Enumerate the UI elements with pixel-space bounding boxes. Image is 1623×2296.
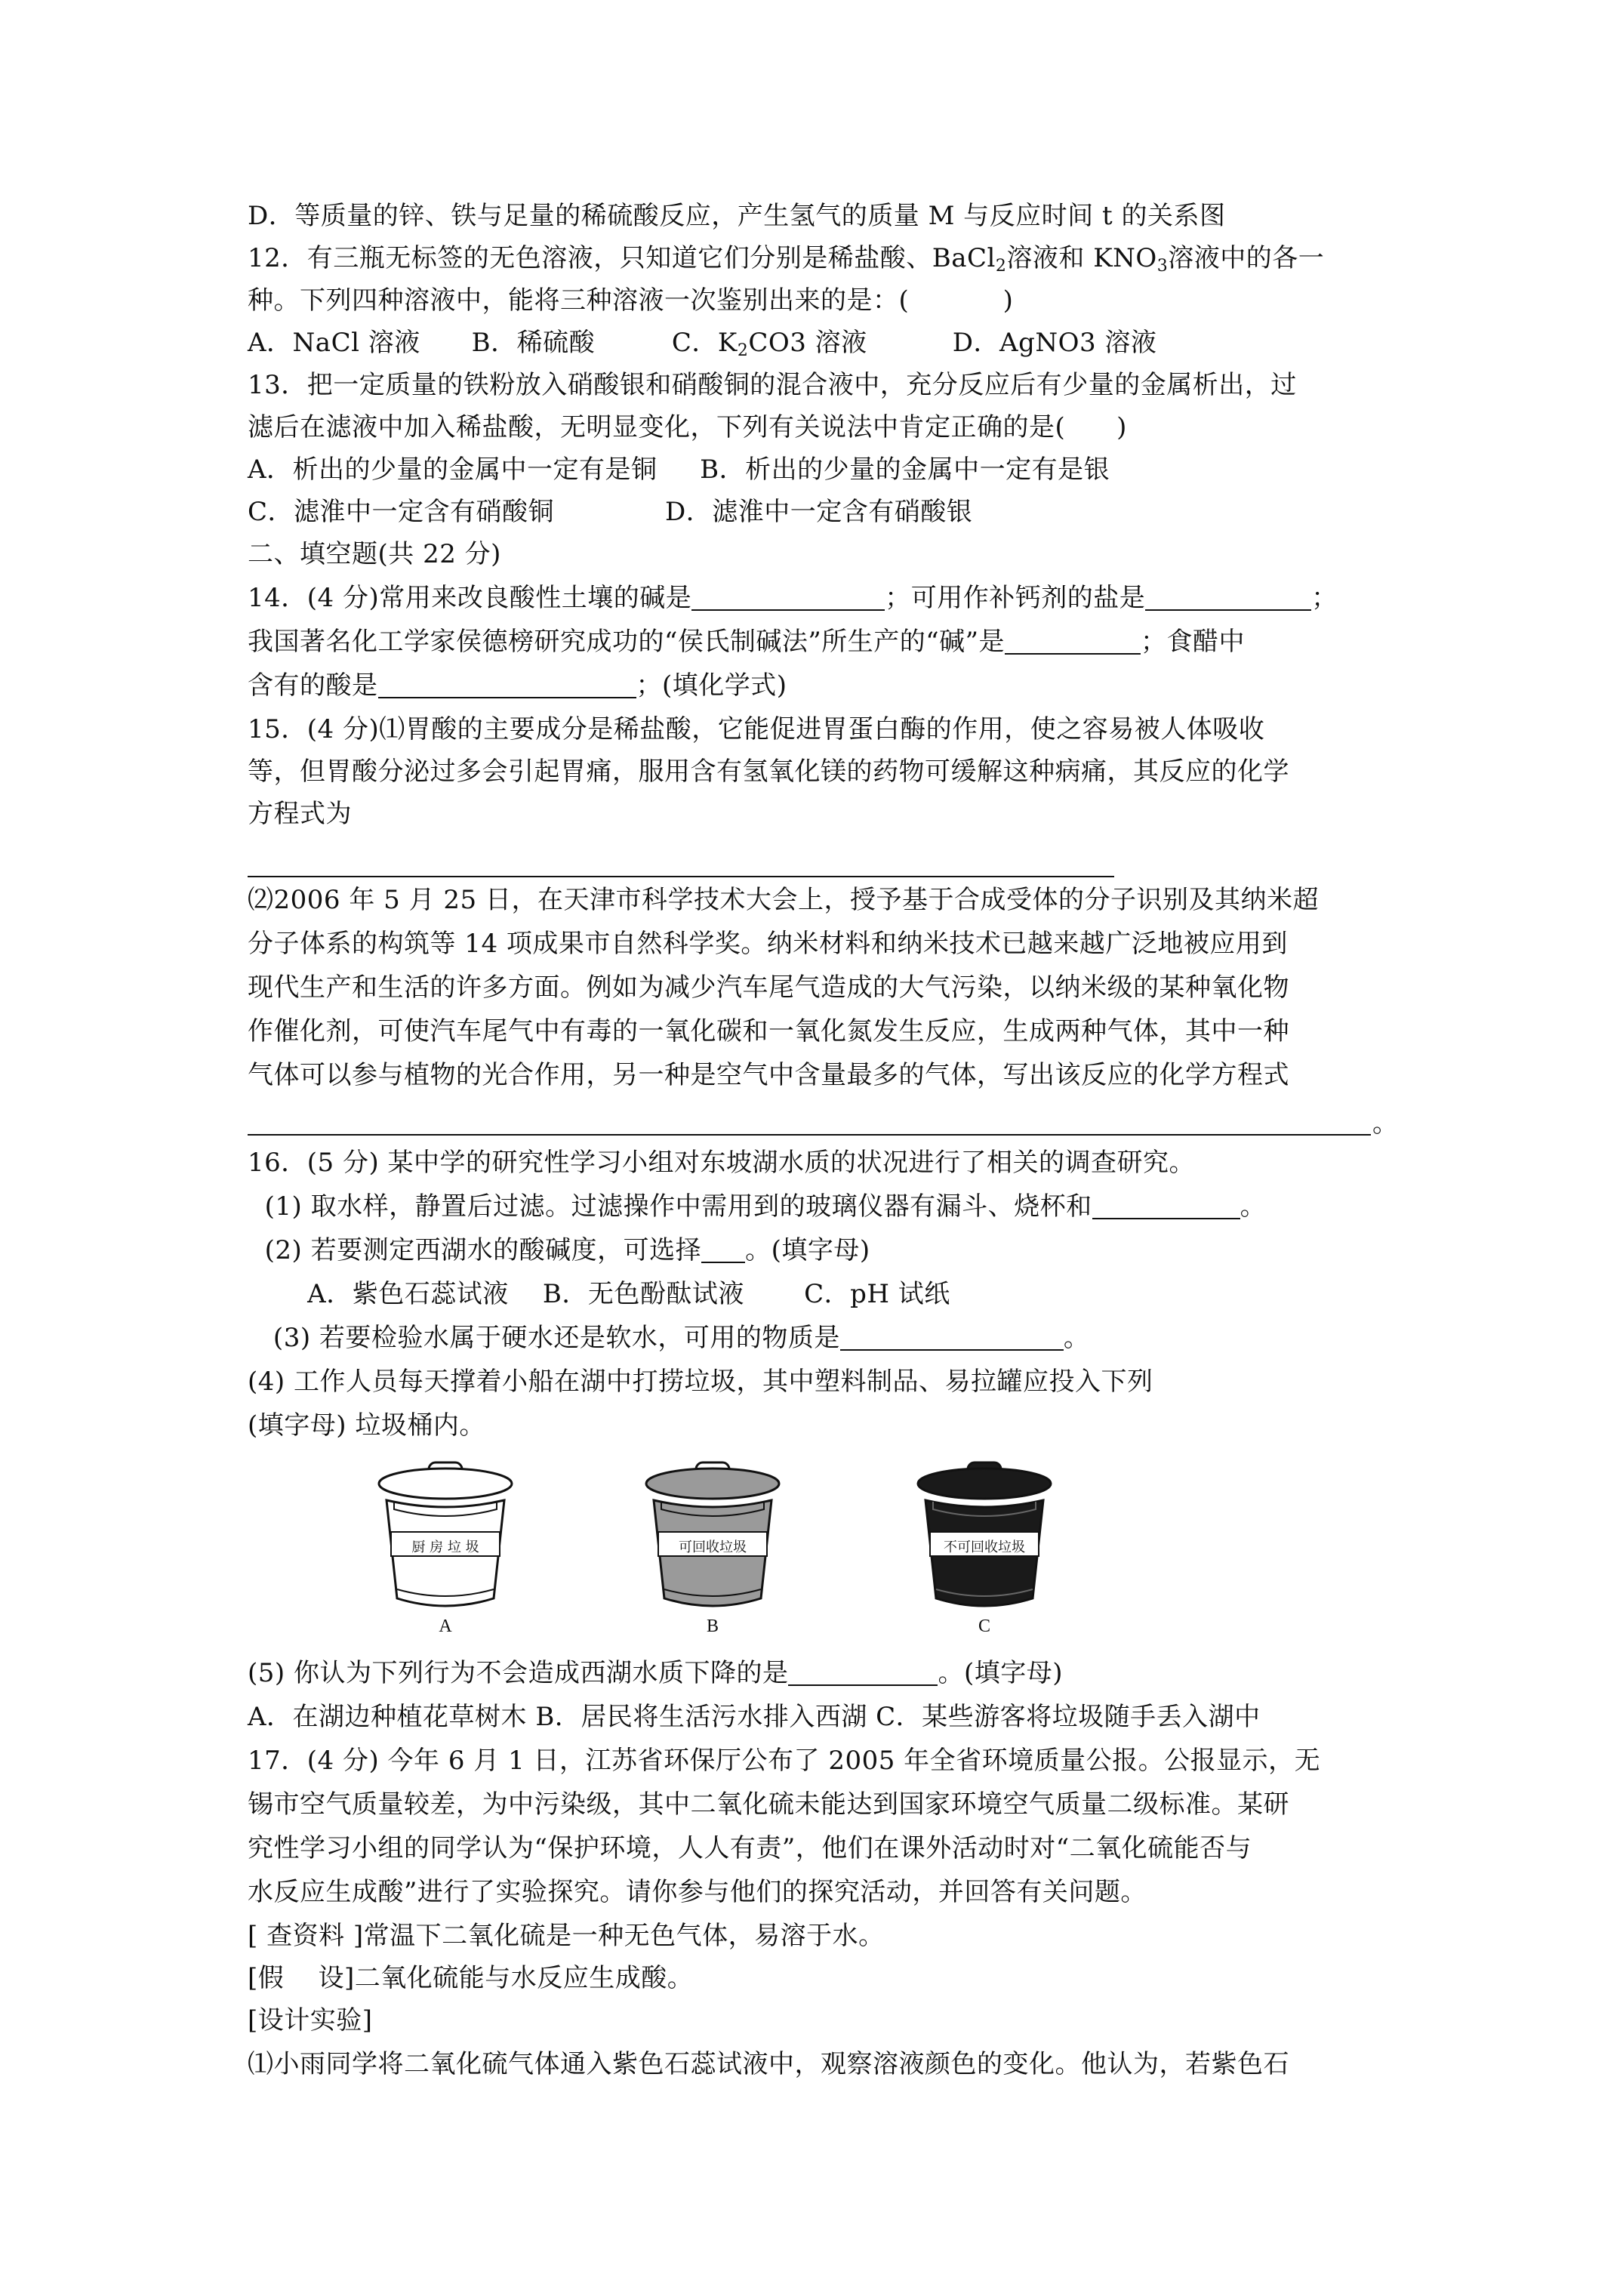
q16-blank-3[interactable] — [840, 1327, 1064, 1351]
q15-line1: 15．(4 分)⑴胃酸的主要成分是稀盐酸，它能促进胃蛋白酶的作用，使之容易被人体吸收 — [248, 714, 1265, 744]
q15-period: 。 — [1372, 1108, 1399, 1139]
q17-hypothesis: [假 设]二氧化硫能与水反应生成酸。 — [248, 1963, 694, 1993]
q15-answer-line-1[interactable] — [248, 876, 1114, 877]
q12-stem-line1: 12．有三瓶无标签的无色溶液，只知道它们分别是稀盐酸、BaCl$_2$溶液和 $KNO_3$溶液中的各一 — [248, 243, 1325, 276]
q16-blank-1[interactable] — [1092, 1195, 1240, 1219]
q16-blank-2[interactable] — [701, 1239, 745, 1263]
q12-option-a: A．NaCl 溶液 — [248, 328, 420, 358]
trash-bin-a-letter: A — [439, 1616, 452, 1636]
q16-blank-4[interactable] — [788, 1662, 938, 1686]
q13-stem-line1: 13．把一定质量的铁粉放入硝酸银和硝酸铜的混合液中，充分反应后有少量的金属析出，过 — [248, 370, 1297, 400]
q13-stem-line2: 滤后在滤液中加入稀盐酸，无明显变化，下列有关说法中肯定正确的是( ) — [248, 412, 1127, 442]
q17-line1: 17．(4 分) 今年 6 月 1 日，江苏省环保厅公布了 2005 年全省环境质量公报。公报显示，无 — [248, 1746, 1321, 1776]
q15-part2-line2: 分子体系的构筑等 14 项成果市自然科学奖。纳米材料和纳米技术已越来越广泛地被应用到 — [248, 929, 1288, 959]
q14-blank-3[interactable] — [1005, 630, 1141, 655]
q14-line3: 含有的酸是 ；(填化学式) — [248, 670, 787, 701]
q11-option-d: D．等质量的锌、铁与足量的稀硫酸反应，产生氢气的质量 M 与反应时间 t 的关系图 — [248, 201, 1226, 231]
q16-part1: (1) 取水样，静置后过滤。过滤操作中需用到的玻璃仪器有漏斗、烧杯和 。 — [248, 1191, 1267, 1222]
q14-line2: 我国著名化工学家侯德榜研究成功的“侯氏制碱法”所生产的“碱”是 ；食醋中 — [248, 627, 1246, 657]
q15-part2-line3: 现代生产和生活的许多方面。例如为减少汽车尾气造成的大气污染，以纳米级的某种氧化物 — [248, 972, 1289, 1003]
q15-line3: 方程式为 — [248, 799, 352, 829]
q15-part2-line4: 作催化剂，可使汽车尾气中有毒的一氧化碳和一氧化氮发生反应，生成两种气体，其中一种 — [248, 1016, 1289, 1046]
q12-option-c: C．$K_2CO3$ 溶液 — [671, 328, 867, 360]
trash-bin-a-label: 厨 房 垃 圾 — [411, 1539, 479, 1555]
q12-options — [248, 328, 1156, 366]
q14-line1: 14．(4 分)常用来改良酸性土壤的碱是 ；可用作补钙剂的盐是 ； — [248, 583, 1338, 613]
q14-blank-1[interactable] — [691, 587, 885, 611]
q16-part5-options: A．在湖边种植花草树木 B．居民将生活污水排入西湖 C．某些游客将垃圾随手丢入湖中 — [248, 1702, 1261, 1732]
trash-bin-c — [916, 1453, 1052, 1636]
q17-design-heading: [设计实验] — [248, 2005, 373, 2036]
q15-line2: 等，但胃酸分泌过多会引起胃痛，服用含有氢氧化镁的药物可缓解这种病痛，其反应的化学 — [248, 757, 1289, 787]
q16-part5: (5) 你认为下列行为不会造成西湖水质下降的是 。(填字母) — [248, 1658, 1063, 1688]
trash-bin-b-label: 可回收垃圾 — [679, 1539, 747, 1555]
trash-bin-a — [377, 1453, 513, 1636]
q16-part2: (2) 若要测定西湖水的酸碱度，可选择 。(填字母) — [248, 1235, 870, 1265]
q12-option-b: B．稀硫酸 — [471, 328, 596, 358]
q13-options-cd: C．滤淮中一定含有硝酸铜 D．滤淮中一定含有硝酸银 — [248, 497, 973, 527]
q16-part4-line2: (填字母) 垃圾桶内。 — [248, 1410, 485, 1441]
q16-stem: 16．(5 分) 某中学的研究性学习小组对东坡湖水质的状况进行了相关的调查研究。 — [248, 1148, 1196, 1178]
q17-lookup: [ 查资料 ]常温下二氧化硫是一种无色气体，易溶于水。 — [248, 1921, 885, 1951]
q16-part3: (3) 若要检验水属于硬水还是软水，可用的物质是 。 — [248, 1323, 1090, 1353]
q15-part2-line5: 气体可以参与植物的光合作用，另一种是空气中含量最多的气体，写出该反应的化学方程式 — [248, 1060, 1289, 1090]
q17-design-line1: ⑴小雨同学将二氧化硫气体通入紫色石蕊试液中，观察溶液颜色的变化。他认为，若紫色石 — [248, 2049, 1289, 2079]
q16-part4-line1: (4) 工作人员每天撑着小船在湖中打捞垃圾，其中塑料制品、易拉罐应投入下列 — [248, 1367, 1153, 1397]
trash-bin-c-label: 不可回收垃圾 — [944, 1539, 1025, 1555]
q12-stem-line2: 种。下列四种溶液中，能将三种溶液一次鉴别出来的是：( ) — [248, 285, 1014, 316]
q17-line4: 水反应生成酸”进行了实验探究。请你参与他们的探究活动，并回答有关问题。 — [248, 1877, 1147, 1907]
q14-blank-4[interactable] — [378, 674, 636, 698]
q17-line2: 锡市空气质量较差，为中污染级，其中二氧化硫未能达到国家环境空气质量二级标准。某研 — [248, 1789, 1289, 1820]
q15-answer-line-2[interactable] — [248, 1134, 1371, 1136]
trash-bin-b — [645, 1453, 781, 1636]
trash-bin-c-letter: C — [978, 1616, 990, 1636]
q17-line3: 究性学习小组的同学认为“保护环境，人人有责”，他们在课外活动时对“二氧化硫能否与 — [248, 1833, 1252, 1863]
section-heading-fill-in: 二、填空题(共 22 分) — [248, 539, 501, 569]
trash-bin-b-letter: B — [706, 1616, 719, 1636]
q16-part2-options: A．紫色石蕊试液 B．无色酚酞试液 C．pH 试纸 — [248, 1279, 950, 1309]
q13-options-ab: A．析出的少量的金属中一定有是铜 B．析出的少量的金属中一定有是银 — [248, 455, 1110, 485]
q12-option-d: D．AgNO3 溶液 — [952, 328, 1157, 358]
q15-part2-line1: ⑵2006 年 5 月 25 日，在天津市科学技术大会上，授予基于合成受体的分子识别及其纳米超 — [248, 885, 1319, 915]
q14-blank-2[interactable] — [1145, 587, 1311, 611]
